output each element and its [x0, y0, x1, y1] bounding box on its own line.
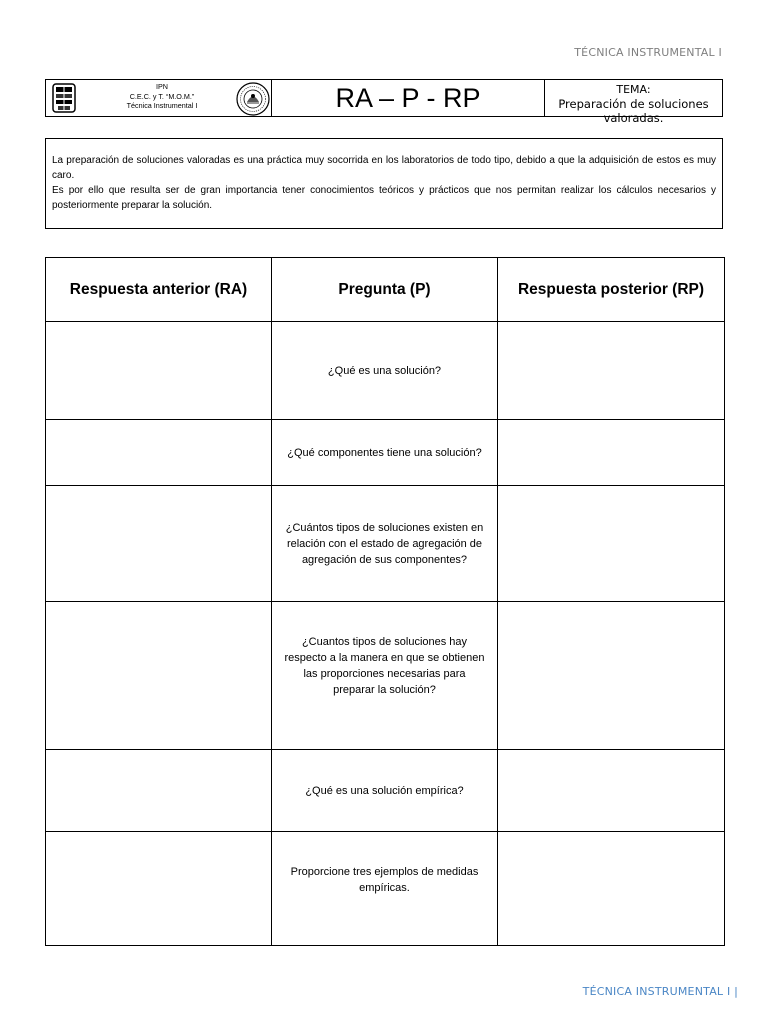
page-title: RA – P - RP — [272, 80, 545, 116]
rp-answer-cell[interactable] — [498, 420, 725, 486]
ra-answer-cell[interactable] — [46, 322, 272, 420]
school-seal-icon — [234, 81, 272, 117]
ra-p-rp-table — [45, 257, 725, 946]
institution-line: IPN — [156, 82, 168, 91]
table-row — [46, 602, 725, 750]
header-p: Pregunta (P) — [272, 258, 498, 322]
running-header: TÉCNICA INSTRUMENTAL I — [574, 46, 722, 59]
ra-answer-cell[interactable] — [46, 486, 272, 602]
question-cell — [272, 602, 498, 750]
table-row — [46, 832, 725, 946]
intro-paragraph: Es por ello que resulta ser de gran importancia tener conocimientos teóricos y prácticos que nos permitan realizar los cálculos necesarios y posteriormente preparar la solución. — [52, 185, 716, 211]
question-cell — [272, 832, 498, 946]
question-cell — [272, 322, 498, 420]
institution-line: Técnica Instrumental I — [126, 101, 198, 110]
question-text: ¿Qué componentes tiene una solución? — [287, 446, 482, 459]
table-row — [46, 750, 725, 832]
page-footer: TÉCNICA INSTRUMENTAL I | — [582, 985, 738, 998]
topic-label: TEMA: — [616, 83, 651, 96]
institution-block — [46, 80, 272, 116]
table-row — [46, 322, 725, 420]
table-row — [46, 486, 725, 602]
topic-block — [545, 80, 722, 125]
table-row — [46, 420, 725, 486]
intro-paragraph: La preparación de soluciones valoradas es una práctica muy socorrida en los laboratorios de todo tipo, debido a que la adquisición de estos es muy caro. — [52, 155, 716, 181]
ra-answer-cell[interactable] — [46, 420, 272, 486]
ra-answer-cell[interactable] — [46, 750, 272, 832]
document-header — [45, 79, 723, 125]
topic-value: Preparación de soluciones valoradas. — [558, 97, 709, 125]
header-ra: Respuesta anterior (RA) — [46, 258, 272, 322]
header-rp: Respuesta posterior (RP) — [498, 258, 725, 322]
rp-answer-cell[interactable] — [498, 322, 725, 420]
ra-answer-cell[interactable] — [46, 602, 272, 750]
question-cell — [272, 486, 498, 602]
rp-answer-cell[interactable] — [498, 750, 725, 832]
question-text: ¿Qué es una solución empírica? — [305, 784, 464, 797]
table-header-row — [46, 258, 725, 322]
question-cell — [272, 420, 498, 486]
rp-answer-cell[interactable] — [498, 832, 725, 946]
institution-text — [92, 82, 232, 111]
intro-text-box — [45, 138, 723, 229]
rp-answer-cell[interactable] — [498, 602, 725, 750]
question-text: Proporcione tres ejemplos de medidas empíricas. — [290, 866, 479, 894]
institution-line: C.E.C. y T. “M.O.M.” — [129, 91, 195, 101]
question-cell — [272, 750, 498, 832]
rp-answer-cell[interactable] — [498, 486, 725, 602]
question-text: ¿Cuantos tipos de soluciones hay respecto a la manera en que se obtienen las proporciones necesarias para preparar la solución? — [284, 636, 485, 696]
question-text: ¿Qué es una solución? — [327, 364, 442, 377]
ipn-logo-icon — [52, 83, 76, 113]
ra-answer-cell[interactable] — [46, 832, 272, 946]
question-text: ¿Cuántos tipos de soluciones existen en relación con el estado de agregación de agregación de sus componentes? — [285, 521, 484, 566]
